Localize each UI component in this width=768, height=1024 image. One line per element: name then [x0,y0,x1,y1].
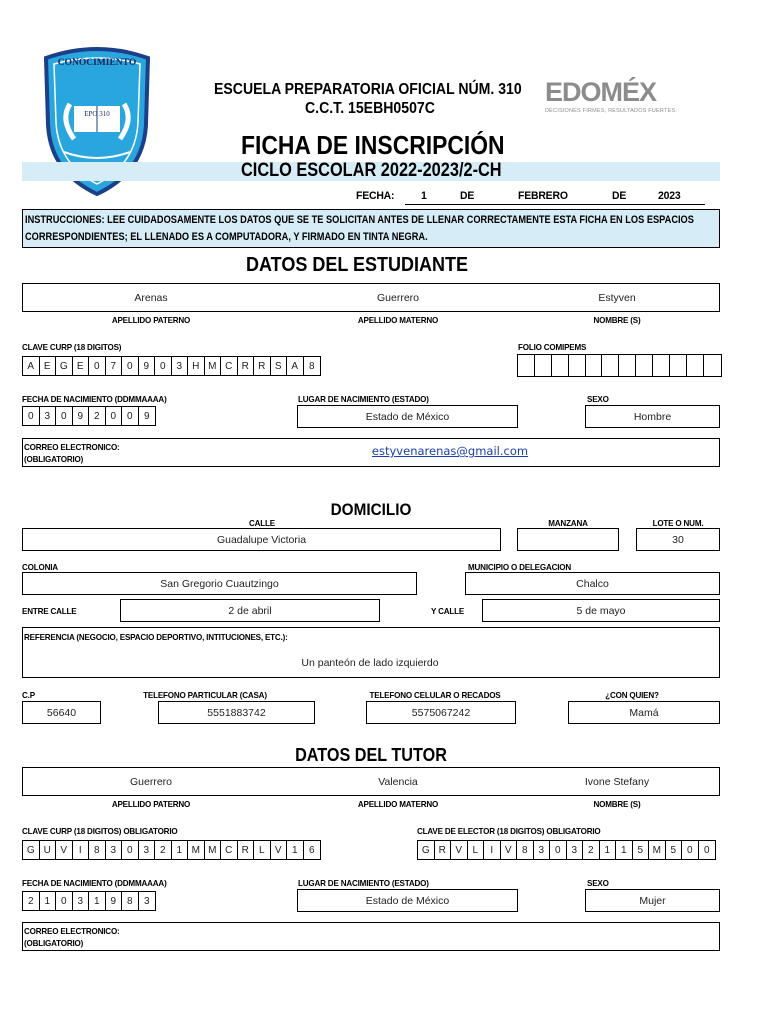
char-cell[interactable]: R [238,357,255,375]
char-cell[interactable]: 9 [73,407,90,425]
char-cell[interactable] [670,355,687,376]
address-colonia[interactable]: San Gregorio Cuautzingo [22,572,417,595]
date-de-1: DE [460,190,475,202]
char-cell[interactable]: 3 [73,892,90,910]
school-name: ESCUELA PREPARATORIA OFICIAL NÚM. 310 [214,81,522,98]
char-cell[interactable]: R [254,357,271,375]
form-title: FICHA DE INSCRIPCIÓN [241,130,505,160]
label-municipio: MUNICIPIO O DELEGACION [468,562,572,572]
label-student-birthplace: LUGAR DE NACIMIENTO (ESTADO) [298,394,429,404]
date-label: FECHA: [356,190,395,202]
char-cell[interactable]: 2 [583,841,600,859]
char-cell[interactable]: A [23,357,40,375]
label-folio: FOLIO COMIPEMS [518,342,587,352]
char-cell[interactable]: 2 [89,407,106,425]
char-cell[interactable]: V [451,841,468,859]
char-cell[interactable]: V [271,841,288,859]
tutor-curp-cells[interactable] [22,840,321,860]
char-cell[interactable]: 8 [122,892,139,910]
char-cell[interactable] [704,355,721,376]
date-month: FEBRERO [518,190,568,202]
char-cell[interactable]: 0 [155,357,172,375]
edomex-tagline: DECISIONES FIRMES, RESULTADOS FUERTES. [545,108,677,114]
char-cell[interactable]: C [221,841,238,859]
label-student-email-required: (OBLIGATORIO) [24,454,84,464]
label-tutor-sex: SEXO [587,878,609,888]
char-cell[interactable] [569,355,586,376]
label-tutor-birthplace: LUGAR DE NACIMIENTO (ESTADO) [298,878,429,888]
date-day: 1 [421,190,427,202]
label-entre-calle: ENTRE CALLE [22,606,77,616]
char-cell[interactable]: 0 [122,841,139,859]
char-cell[interactable]: 0 [122,357,139,375]
char-cell[interactable]: 0 [703,844,710,856]
instructions-text: INSTRUCCIONES: LEE CUIDADOSAMENTE LOS DATOS QUE SE TE SOLICITAN ANTES DE LLENAR CORRECTAMENTE ESTA FICHA EN LOS ESPACIOS CORRESPONDIENTES; EL LLENADO ES A COMPUTADORA, Y FIRMADO EN TINTA NEGRA. [25,214,694,243]
char-cell[interactable]: 3 [567,841,584,859]
folio-comipems-cells[interactable] [517,354,722,377]
char-cell[interactable]: 0 [56,407,73,425]
char-cell[interactable]: 1 [172,841,189,859]
student-birthplace[interactable]: Estado de México [297,405,518,428]
char-cell[interactable]: A [287,357,304,375]
label-manzana: MANZANA [548,518,588,528]
tutor-nombres[interactable]: Ivone Stefany [584,776,650,788]
student-apellido-materno[interactable]: Guerrero [376,292,420,304]
label-referencia: REFERENCIA (NEGOCIO, ESPACIO DEPORTIVO, INTITUCIONES, ETC.): [24,632,288,642]
school-cycle: CICLO ESCOLAR 2022-2023/2-CH [241,160,502,181]
char-cell[interactable]: E [73,357,90,375]
student-nombres[interactable]: Estyven [598,292,636,304]
char-cell[interactable]: 2 [23,892,40,910]
label-apellido-paterno: APELLIDO PATERNO [111,315,191,325]
char-cell[interactable]: 0 [106,407,123,425]
char-cell[interactable]: C [221,357,238,375]
label-tutor-email-required: (OBLIGATORIO) [24,938,84,948]
char-cell[interactable]: 0 [682,841,699,859]
label-student-email: CORREO ELECTRONICO: [24,442,120,452]
char-cell[interactable]: M [205,357,222,375]
char-cell[interactable]: M [205,841,222,859]
label-cp: C.P [22,690,35,700]
char-cell[interactable]: 6 [308,844,315,856]
label-tutor-email: CORREO ELECTRONICO: [24,926,120,936]
edomex-logo [545,78,715,118]
char-cell[interactable]: 3 [172,357,189,375]
label-tel-cel: TELEFONO CELULAR O RECADOS [369,690,501,700]
label-tutor-nombres: NOMBRE (S) [593,799,641,809]
char-cell[interactable]: 9 [139,357,156,375]
date-year: 2023 [658,190,681,202]
char-cell[interactable] [687,355,704,376]
address-calle[interactable]: Guadalupe Victoria [22,528,501,551]
address-section-title: DOMICILIO [330,500,412,519]
char-cell[interactable]: U [40,841,57,859]
student-apellido-paterno[interactable]: Arenas [134,292,168,304]
label-tutor-curp: CLAVE CURP (18 DIGITOS) OBLIGATORIO [22,826,178,836]
char-cell[interactable]: H [188,357,205,375]
char-cell[interactable]: 5 [666,841,683,859]
address-manzana[interactable] [517,528,619,551]
char-cell[interactable]: 3 [143,895,150,907]
address-tel-casa[interactable]: 5551883742 [158,701,315,724]
address-entre-calle[interactable]: 2 de abril [120,599,380,622]
char-cell[interactable]: 0 [89,357,106,375]
char-cell[interactable] [552,355,569,376]
student-curp-cells[interactable] [22,356,321,376]
char-cell[interactable]: 3 [40,407,57,425]
char-cell[interactable]: 8 [308,360,315,372]
char-cell[interactable]: 0 [56,892,73,910]
label-con-quien: ¿CON QUIEN? [605,690,659,700]
label-student-sex: SEXO [587,394,609,404]
char-cell[interactable]: 3 [106,841,123,859]
address-lote[interactable]: 30 [636,528,720,551]
char-cell[interactable]: 0 [122,407,139,425]
label-tel-casa: TELEFONO PARTICULAR (CASA) [143,690,267,700]
char-cell[interactable]: L [254,841,271,859]
char-cell[interactable]: 8 [517,841,534,859]
char-cell[interactable]: M [188,841,205,859]
logo-text-top: CONOCIMIENTO [57,58,137,68]
char-cell[interactable] [619,355,636,376]
student-email-link[interactable]: estyvenarenas@gmail.com [371,444,529,458]
cct-code: C.C.T. 15EBH0507C [305,100,435,117]
label-apellido-materno: APELLIDO MATERNO [357,315,439,325]
char-cell[interactable]: I [484,841,501,859]
label-colonia: COLONIA [22,562,58,572]
char-cell[interactable] [535,355,552,376]
tutor-apellido-materno[interactable]: Valencia [378,776,418,788]
tutor-birthdate-cells[interactable] [22,891,156,911]
char-cell[interactable]: 3 [139,841,156,859]
tutor-sex[interactable]: Mujer [585,889,720,912]
address-cp[interactable]: 56640 [22,701,101,724]
label-student-curp: CLAVE CURP (18 DIGITOS) [22,342,122,352]
address-municipio[interactable]: Chalco [465,572,720,595]
char-cell[interactable]: 9 [106,892,123,910]
char-cell[interactable]: 0 [550,841,567,859]
label-tutor-materno: APELLIDO MATERNO [357,799,439,809]
char-cell[interactable]: M [649,841,666,859]
label-tutor-elector: CLAVE DE ELECTOR (18 DIGITOS) OBLIGATORIO [417,826,601,836]
char-cell[interactable]: V [501,841,518,859]
tutor-email-row [22,922,720,951]
char-cell[interactable]: R [435,841,452,859]
address-y-calle[interactable]: 5 de mayo [482,599,720,622]
char-cell[interactable]: 1 [616,841,633,859]
date-underline [405,204,705,205]
address-con-quien[interactable]: Mamá [568,701,720,724]
char-cell[interactable]: E [40,357,57,375]
label-nombres: NOMBRE (S) [593,315,641,325]
char-cell[interactable]: 0 [23,407,40,425]
student-section-title: DATOS DEL ESTUDIANTE [245,254,469,276]
char-cell[interactable]: 8 [89,841,106,859]
label-student-birth: FECHA DE NACIMIENTO (DDMMAAAA) [22,394,167,404]
char-cell[interactable]: 1 [89,892,106,910]
char-cell[interactable]: 1 [40,892,57,910]
char-cell[interactable] [636,355,653,376]
char-cell[interactable]: V [56,841,73,859]
char-cell[interactable]: G [56,357,73,375]
char-cell[interactable]: R [238,841,255,859]
char-cell[interactable]: S [271,357,288,375]
address-referencia[interactable]: Un panteón de lado izquierdo [301,657,439,669]
label-calle: CALLE [249,518,275,528]
char-cell[interactable]: 5 [633,841,650,859]
char-cell[interactable]: 7 [106,357,123,375]
tutor-apellido-paterno[interactable]: Guerrero [129,776,173,788]
instructions-box [22,209,720,248]
char-cell[interactable]: G [418,841,435,859]
char-cell[interactable] [653,355,670,376]
char-cell[interactable]: I [73,841,90,859]
tutor-section-title: DATOS DEL TUTOR [295,745,447,765]
char-cell[interactable]: 1 [287,841,304,859]
logo-text-center: EPO 310 [84,110,110,118]
address-tel-cel[interactable]: 5575067242 [366,701,516,724]
char-cell[interactable]: L [468,841,485,859]
char-cell[interactable]: 9 [143,410,150,422]
label-y-calle: Y CALLE [431,606,465,616]
date-de-2: DE [612,190,627,202]
tutor-elector-cells[interactable] [417,840,716,860]
label-tutor-paterno: APELLIDO PATERNO [111,799,191,809]
char-cell[interactable]: 1 [600,841,617,859]
student-birthdate-cells[interactable] [22,406,156,426]
edomex-wordmark: EDOMÉX [545,77,657,107]
student-sex[interactable]: Hombre [585,405,720,428]
char-cell[interactable]: 3 [534,841,551,859]
char-cell[interactable]: 2 [155,841,172,859]
char-cell[interactable]: G [23,841,40,859]
char-cell[interactable] [602,355,619,376]
char-cell[interactable] [586,355,603,376]
char-cell[interactable] [518,355,535,376]
tutor-birthplace[interactable]: Estado de México [297,889,518,912]
label-tutor-birth: FECHA DE NACIMIENTO (DDMMAAAA) [22,878,167,888]
label-lote: LOTE O NUM. [652,518,704,528]
